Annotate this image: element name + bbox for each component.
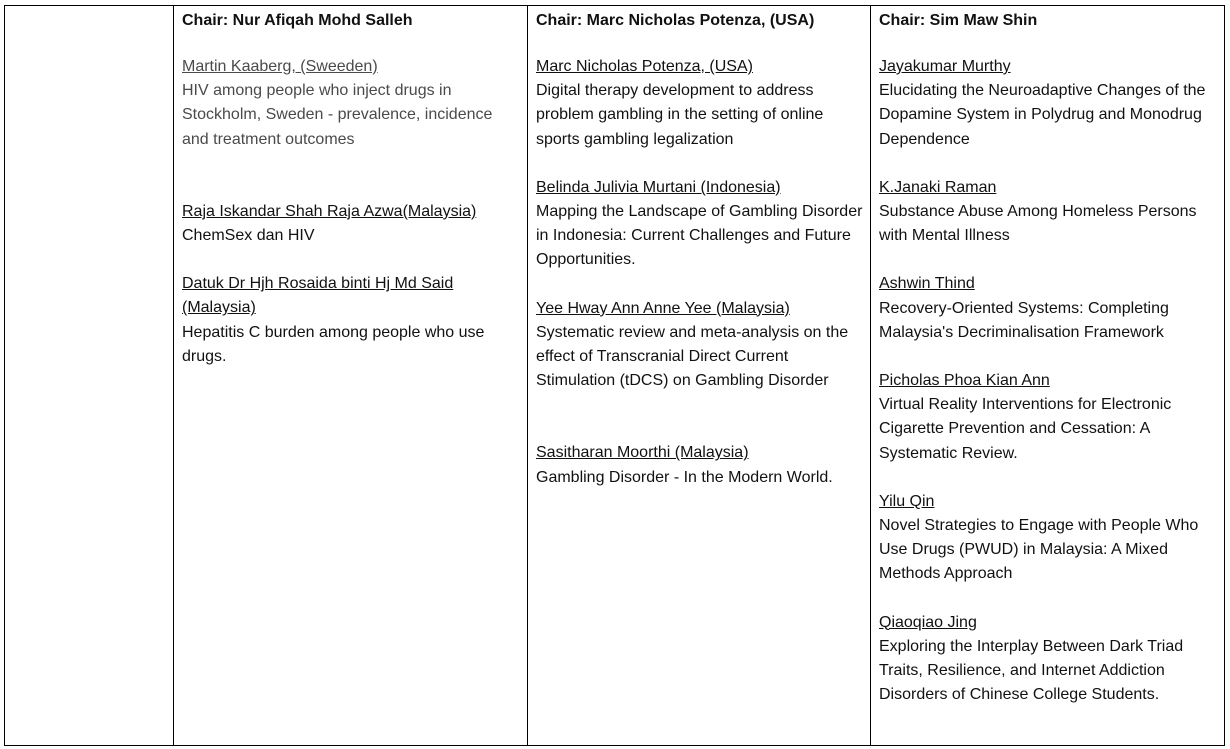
- speaker-name: K.Janaki Raman: [879, 178, 997, 196]
- talk-title: Exploring the Interplay Between Dark Triad Traits, Resilience, and Internet Addiction Disorders of Chinese College Students.: [879, 637, 1184, 704]
- speaker-name: Martin Kaaberg, (Sweeden): [182, 58, 378, 75]
- chair-heading: Chair: Nur Afiqah Mohd Salleh: [182, 12, 413, 29]
- speaker-name: Yee Hway Ann Anne Yee (Malaysia): [536, 299, 790, 317]
- talk-item: [879, 176, 1217, 249]
- talk-item: [879, 369, 1217, 466]
- talk-title: Hepatitis C burden among people who use drugs.: [182, 323, 485, 365]
- talk-item: [182, 200, 520, 248]
- session-column-1: [173, 6, 527, 745]
- talk-item: [536, 176, 863, 273]
- speaker-name: Datuk Dr Hjh Rosaida binti Hj Md Said (Malaysia): [182, 275, 454, 317]
- speaker-name: Belinda Julivia Murtani (Indonesia): [536, 178, 781, 196]
- talk-item: [536, 441, 863, 489]
- talk-title: Recovery-Oriented Systems: Completing Malaysia's Decriminalisation Framework: [879, 299, 1169, 341]
- talk-item: [536, 297, 863, 394]
- talk-title: ChemSex dan HIV: [182, 227, 315, 245]
- talk-title: Systematic review and meta-analysis on the effect of Transcranial Direct Current Stimulation (tDCS) on Gambling Disorder: [536, 323, 849, 390]
- talk-item: [182, 55, 520, 152]
- speaker-name: Marc Nicholas Potenza, (USA): [536, 58, 753, 75]
- talk-item: [879, 490, 1217, 587]
- talk-item: [879, 272, 1217, 345]
- speaker-name: Ashwin Thind: [879, 275, 975, 293]
- speaker-name: Picholas Phoa Kian Ann: [879, 372, 1050, 390]
- speaker-name: Sasitharan Moorthi (Malaysia): [536, 444, 749, 462]
- chair-heading: Chair: Marc Nicholas Potenza, (USA): [536, 12, 815, 29]
- talk-item: [182, 272, 520, 369]
- speaker-name: Jayakumar Murthy: [879, 58, 1011, 75]
- talk-title: HIV among people who inject drugs in Stockholm, Sweden - prevalence, incidence and treatment outcomes: [182, 82, 493, 148]
- talk-title: Novel Strategies to Engage with People Who Use Drugs (PWUD) in Malaysia: A Mixed Methods Approach: [879, 517, 1199, 583]
- talk-title: Gambling Disorder - In the Modern World.: [536, 468, 833, 486]
- talk-item: [879, 611, 1217, 708]
- talk-title: Mapping the Landscape of Gambling Disorder in Indonesia: Current Challenges and Future Opportunities.: [536, 203, 863, 269]
- speaker-name: Raja Iskandar Shah Raja Azwa(Malaysia): [182, 202, 477, 220]
- session-column-2: [527, 6, 870, 745]
- talk-title: Digital therapy development to address problem gambling in the setting of online sports gambling legalization: [536, 82, 824, 148]
- talk-item: [536, 55, 863, 152]
- talk-title: Virtual Reality Interventions for Electronic Cigarette Prevention and Cessation: A Systematic Review.: [879, 396, 1172, 462]
- session-column-3: [870, 6, 1224, 745]
- talk-item: [879, 55, 1217, 152]
- speaker-name: Qiaoqiao Jing: [879, 613, 977, 631]
- empty-cell: [5, 6, 173, 745]
- talk-title: Substance Abuse Among Homeless Persons with Mental Illness: [879, 203, 1197, 245]
- chair-heading: Chair: Sim Maw Shin: [879, 12, 1038, 29]
- schedule-table: [4, 5, 1225, 746]
- talk-title: Elucidating the Neuroadaptive Changes of the Dopamine System in Polydrug and Monodrug Dependence: [879, 82, 1206, 148]
- speaker-name: Yilu Qin: [879, 492, 935, 510]
